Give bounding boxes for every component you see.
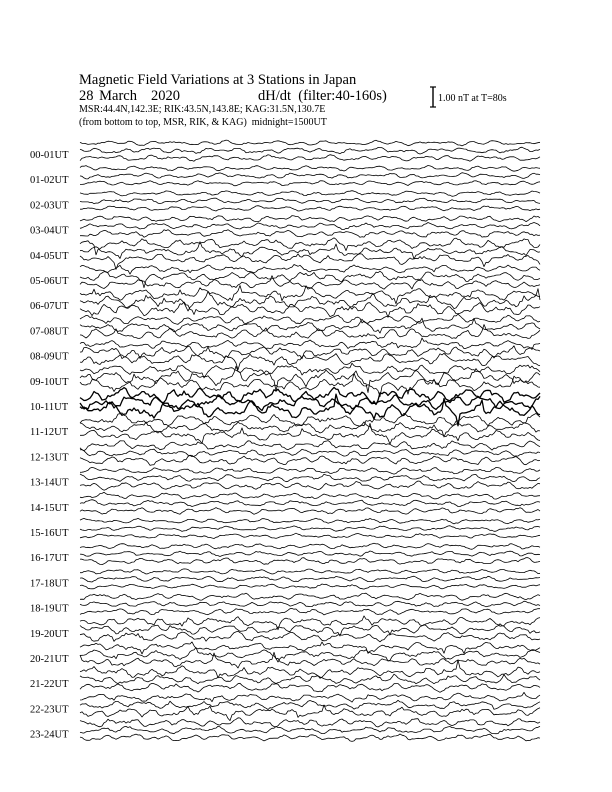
trace-13-14UT-KAG xyxy=(80,467,540,474)
hour-label-06-07UT: 06-07UT xyxy=(30,301,69,313)
trace-02-03UT-RIK xyxy=(80,198,540,204)
station-order-note: (from bottom to top, MSR, RIK, & KAG) xyxy=(79,117,247,128)
trace-12-13UT-RIK xyxy=(80,449,540,456)
hour-label-04-05UT: 04-05UT xyxy=(30,250,69,262)
hour-label-12-13UT: 12-13UT xyxy=(30,452,69,464)
hour-label-07-08UT: 07-08UT xyxy=(30,326,69,338)
hour-label-23-24UT: 23-24UT xyxy=(30,729,69,741)
trace-14-15UT-KAG xyxy=(80,492,540,499)
hour-label-21-22UT: 21-22UT xyxy=(30,679,69,691)
trace-05-06UT-KAG xyxy=(80,265,540,275)
trace-08-09UT-KAG xyxy=(80,338,540,350)
hour-label-19-20UT: 19-20UT xyxy=(30,628,69,640)
trace-03-04UT-KAG xyxy=(80,216,540,222)
chart-title: Magnetic Field Variations at 3 Stations in Japan xyxy=(79,72,357,88)
trace-14-15UT-MSR xyxy=(80,508,540,515)
date-month: March xyxy=(99,88,137,104)
trace-00-01UT-RIK xyxy=(80,147,540,154)
hour-label-00-01UT: 00-01UT xyxy=(30,150,69,161)
trace-21-22UT-RIK xyxy=(80,674,540,684)
hour-label-10-11UT: 10-11UT xyxy=(30,402,69,413)
hour-label-17-18UT: 17-18UT xyxy=(30,578,69,590)
trace-09-10UT-MSR xyxy=(80,373,540,396)
trace-05-06UT-MSR xyxy=(80,276,540,290)
trace-01-02UT-KAG xyxy=(80,166,540,172)
trace-02-03UT-MSR xyxy=(80,206,540,211)
hour-label-09-10UT: 09-10UT xyxy=(30,376,69,388)
trace-00-01UT-MSR xyxy=(80,155,540,162)
filter-label: (filter:40-160s) xyxy=(298,88,387,104)
trace-00-01UT-KAG xyxy=(80,140,540,146)
trace-16-17UT-RIK xyxy=(80,551,540,557)
hour-label-16-17UT: 16-17UT xyxy=(30,553,69,565)
hour-label-20-21UT: 20-21UT xyxy=(30,654,69,665)
hour-label-18-19UT: 18-19UT xyxy=(30,603,69,615)
trace-23-24UT-RIK xyxy=(80,726,540,733)
trace-18-19UT-RIK xyxy=(80,601,540,607)
trace-14-15UT-RIK xyxy=(80,500,540,507)
trace-20-21UT-KAG xyxy=(80,642,540,654)
hour-label-15-16UT: 15-16UT xyxy=(30,528,69,539)
trace-15-16UT-KAG xyxy=(80,518,540,524)
scale-label: 1.00 nT at T=80s xyxy=(438,93,507,104)
trace-02-03UT-KAG xyxy=(80,191,540,197)
trace-19-20UT-KAG xyxy=(80,616,540,630)
hour-label-05-06UT: 05-06UT xyxy=(30,276,69,287)
trace-16-17UT-KAG xyxy=(80,543,540,549)
trace-13-14UT-RIK xyxy=(80,474,540,482)
hour-label-03-04UT: 03-04UT xyxy=(30,225,69,237)
trace-10-11UT-RIK xyxy=(80,395,540,411)
trace-15-16UT-MSR xyxy=(80,533,540,538)
trace-16-17UT-MSR xyxy=(80,558,540,565)
hour-label-01-02UT: 01-02UT xyxy=(30,175,69,187)
date-day: 28 xyxy=(79,88,94,104)
trace-20-21UT-RIK xyxy=(80,648,540,663)
trace-18-19UT-KAG xyxy=(80,593,540,600)
trace-06-07UT-MSR xyxy=(80,302,540,317)
trace-09-10UT-RIK xyxy=(80,366,540,392)
trace-23-24UT-KAG xyxy=(80,718,540,727)
hour-label-02-03UT: 02-03UT xyxy=(30,200,69,212)
trace-17-18UT-RIK xyxy=(80,576,540,582)
trace-23-24UT-MSR xyxy=(80,734,540,741)
trace-12-13UT-MSR xyxy=(80,455,540,465)
trace-03-04UT-RIK xyxy=(80,223,540,230)
trace-12-13UT-KAG xyxy=(80,441,540,451)
trace-01-02UT-RIK xyxy=(80,173,540,179)
trace-17-18UT-KAG xyxy=(80,569,540,574)
midnight-note: midnight=1500UT xyxy=(251,117,327,128)
trace-06-07UT-KAG xyxy=(80,286,540,304)
trace-17-18UT-MSR xyxy=(80,584,540,589)
trace-01-02UT-MSR xyxy=(80,181,540,186)
hour-rows xyxy=(30,140,540,741)
hour-label-11-12UT: 11-12UT xyxy=(30,427,69,439)
hour-label-14-15UT: 14-15UT xyxy=(30,502,69,514)
hour-label-13-14UT: 13-14UT xyxy=(30,477,69,489)
trace-22-23UT-RIK xyxy=(80,700,540,709)
trace-15-16UT-RIK xyxy=(80,526,540,532)
trace-11-12UT-RIK xyxy=(80,422,540,437)
quantity-label: dH/dt xyxy=(258,88,292,104)
hour-label-22-23UT: 22-23UT xyxy=(30,704,69,716)
hour-label-08-09UT: 08-09UT xyxy=(30,351,69,363)
trace-19-20UT-MSR xyxy=(80,631,540,642)
trace-22-23UT-MSR xyxy=(80,705,540,721)
station-coordinates: MSR:44.4N,142.3E; RIK:43.5N,143.8E; KAG:31.5N,130.7E xyxy=(79,104,326,115)
trace-13-14UT-MSR xyxy=(80,481,540,490)
trace-08-09UT-RIK xyxy=(80,346,540,359)
trace-06-07UT-RIK xyxy=(80,289,540,311)
trace-19-20UT-RIK xyxy=(80,624,540,636)
trace-21-22UT-MSR xyxy=(80,683,540,692)
trace-11-12UT-MSR xyxy=(80,423,540,444)
trace-18-19UT-MSR xyxy=(80,609,540,615)
date-year: 2020 xyxy=(150,88,180,104)
trace-03-04UT-MSR xyxy=(80,230,540,238)
